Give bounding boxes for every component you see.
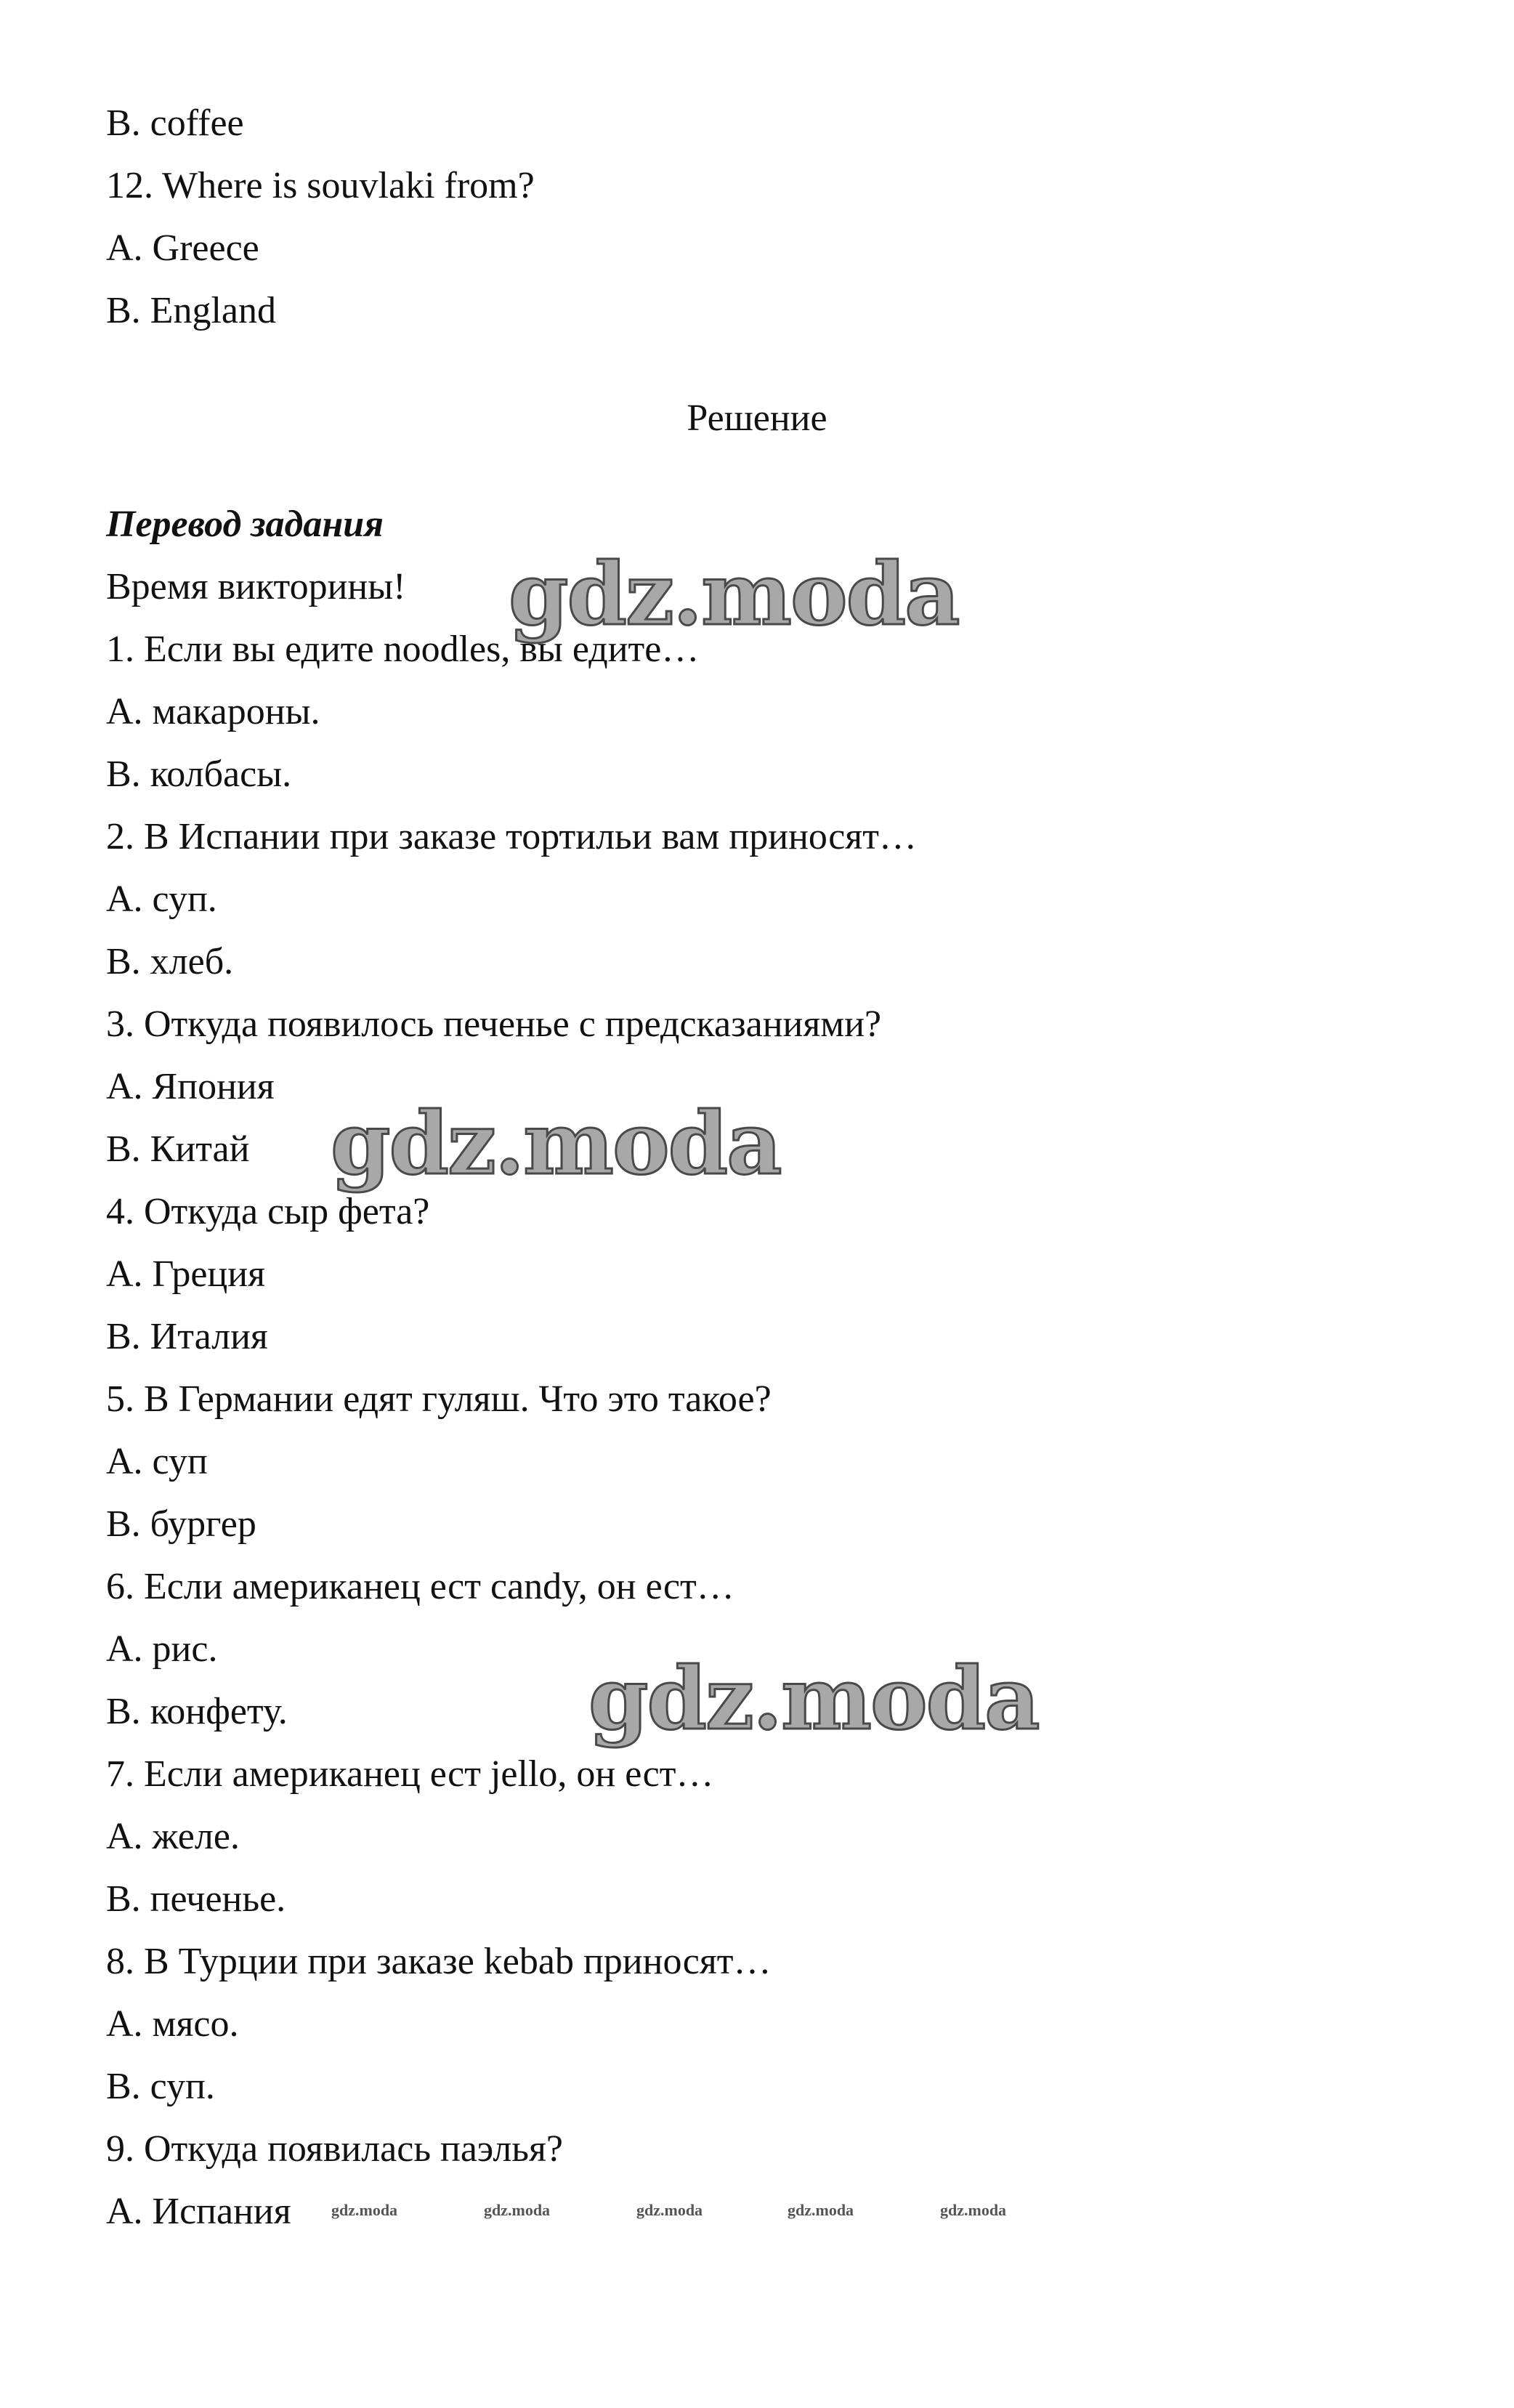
watermark-logo: gdz.moda	[331, 1093, 781, 1194]
quiz-question-2: 2. В Испании при заказе тортильи вам приносят…	[106, 816, 917, 857]
quiz-option: B. Италия	[106, 1316, 268, 1357]
watermark-logo: gdz.moda	[509, 544, 959, 645]
quiz-option: B. Китай	[106, 1128, 250, 1170]
quiz-option: B. колбасы.	[106, 753, 292, 795]
quiz-option: A. желе.	[106, 1816, 240, 1857]
quiz-option: B. суп.	[106, 2066, 215, 2107]
quiz-option: A. макароны.	[106, 691, 320, 732]
quiz-option: A. Япония	[106, 1066, 275, 1107]
quiz-option: A. суп.	[106, 878, 217, 920]
quiz-option: A. суп	[106, 1441, 208, 1482]
quiz-question-9: 9. Откуда появилась паэлья?	[106, 2128, 563, 2170]
quiz-question-4: 4. Откуда сыр фета?	[106, 1191, 430, 1232]
quiz-title: Время викторины!	[106, 566, 406, 607]
mini-watermark: gdz.moda	[788, 2201, 854, 2219]
mini-watermark: gdz.moda	[331, 2201, 398, 2219]
quiz-option: A. Греция	[106, 1253, 265, 1295]
quiz-question-6: 6. Если американец ест candy, он ест…	[106, 1566, 734, 1607]
mini-watermark: gdz.moda	[636, 2201, 703, 2219]
quiz-question-3: 3. Откуда появилось печенье с предсказаниями?	[106, 1003, 882, 1045]
quiz-question-1: 1. Если вы едите noodles, вы едите…	[106, 629, 700, 670]
quiz-option: A. Испания	[106, 2191, 291, 2232]
quiz-option: B. бургер	[106, 1503, 256, 1545]
quiz-option: A. мясо.	[106, 2003, 239, 2045]
quiz-option: B. конфету.	[106, 1691, 288, 1732]
mini-watermark: gdz.moda	[484, 2201, 551, 2219]
solution-heading: Решение	[687, 397, 827, 439]
option-b-coffee: B. coffee	[106, 102, 244, 144]
option-a-greece: A. Greece	[106, 227, 259, 269]
question-12: 12. Where is souvlaki from?	[106, 165, 535, 206]
quiz-option: A. рис.	[106, 1628, 218, 1670]
quiz-question-5: 5. В Германии едят гуляш. Что это такое?	[106, 1378, 772, 1420]
mini-watermark: gdz.moda	[940, 2201, 1007, 2219]
quiz-question-8: 8. В Турции при заказе kebab приносят…	[106, 1941, 772, 1982]
option-b-england: B. England	[106, 290, 276, 331]
translation-heading: Перевод задания	[106, 504, 384, 545]
quiz-option: B. печенье.	[106, 1878, 286, 1920]
quiz-question-7: 7. Если американец ест jello, он ест…	[106, 1753, 714, 1795]
quiz-option: B. хлеб.	[106, 941, 234, 982]
watermark-logo: gdz.moda	[588, 1648, 1039, 1749]
